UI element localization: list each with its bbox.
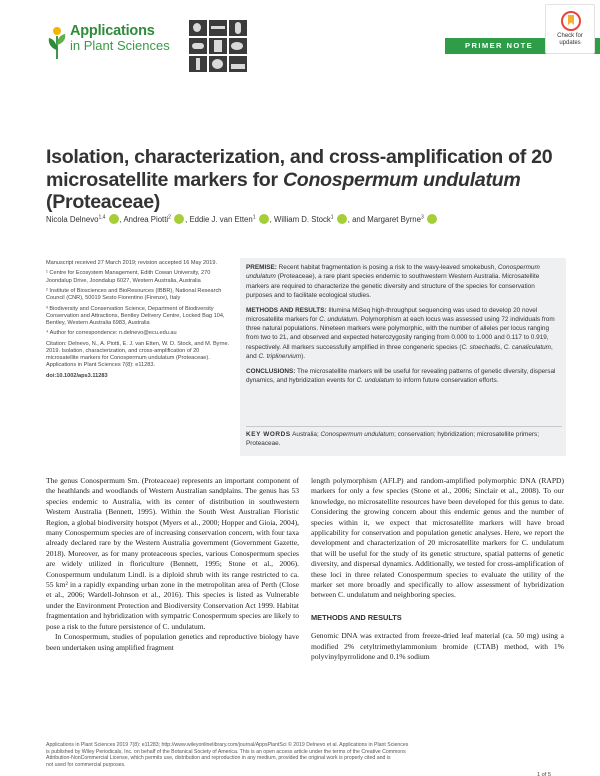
author-name: Andrea Piotti bbox=[123, 215, 169, 224]
abstract-box bbox=[240, 258, 566, 456]
author-name: and Margaret Byrne bbox=[352, 215, 421, 224]
author-affiliation: 1,4 bbox=[98, 214, 106, 221]
journal-name-line1: Applications bbox=[70, 23, 155, 39]
badge-line1: Check for bbox=[557, 33, 583, 39]
manuscript-dates: Manuscript received 27 March 2019; revision accepted 16 May 2019. bbox=[46, 260, 218, 266]
plant-photo bbox=[209, 38, 227, 54]
body-paragraph: In Conospermum, studies of population genetics and reproductive biology have been undertaken using amplified fragment bbox=[46, 632, 299, 652]
affiliation: ¹ Centre for Ecosystem Management, Edith Cowan University, 270 Joondalup Drive, Joondalup 6027, Western Australia, Australia bbox=[46, 270, 211, 284]
author-name: Nicola Delnevo bbox=[46, 215, 99, 224]
title-species: Conospermum undulatum bbox=[282, 168, 521, 191]
footer-line: is published by Wiley Periodicals, Inc. on behalf of the Botanical Society of America. This is an open access article under the terms of the Creative Commons bbox=[46, 748, 406, 755]
author-affiliation: 3 bbox=[420, 214, 424, 221]
article-info bbox=[46, 260, 232, 383]
abstract-premise: PREMISE: Recent habitat fragmentation is posing a risk to the wavy-leaved smokebush, Conospermum undulatum (Proteaceae), a rare plant species endemic to southwestern Western Australia. Microsatellite markers are required to characterize the genetic diversity and structure of the species for conservation purposes and to facilitate ecological studies. bbox=[246, 264, 540, 299]
section-heading: METHODS AND RESULTS bbox=[311, 612, 402, 622]
plant-photo bbox=[189, 20, 207, 36]
plant-photo bbox=[229, 38, 247, 54]
author-affiliation: 2 bbox=[168, 214, 171, 221]
author-name: William D. Stock bbox=[274, 215, 331, 224]
bookmark-icon bbox=[561, 10, 581, 32]
author-name: Eddie J. van Etten bbox=[189, 215, 253, 224]
plant-photo bbox=[209, 56, 227, 72]
body-column-left bbox=[46, 476, 299, 653]
keywords: KEY WORDS Australia; Conospermum undulatum; conservation; hybridization; microsatellite primers; Proteaceae. bbox=[246, 426, 562, 449]
body-paragraph: length polymorphism (AFLP) and random-amplified polymorphic DNA (RAPD) markers for only a few species (Stone et al., 2006; Sinclair et al., 2008). To our knowledge, no microsatellite resources have been developed for this genus to date. Considering the growing concern about this endemic genus and the number of species within it, we expect that microsatellite markers will have broad applicability for conservation and population genetic analyses. Here, we report the development and characterization of 20 microsatellite markers for C. undulatum that will be useful for the study of its genetic structure, spatial patterns of genetic diversity, and dispersal dynamics. Additionally, we tested for cross-amplification of these loci in three related Conospermum species to evaluate the utility of the marker set more broadly and specifically to allow assessment of hybridization between C. undulatum and neighboring species. bbox=[311, 476, 564, 600]
footer-line: Attribution-NonCommercial License, which permits use, distribution and reproduction in any medium, provided the original work is properly cited and is bbox=[46, 755, 391, 762]
author-affiliation: 1 bbox=[330, 214, 334, 221]
orcid-icon[interactable] bbox=[109, 214, 119, 224]
plant-photo bbox=[209, 20, 227, 36]
correspondence: ⁴ Author for correspondence: n.delnevo@ecu.edu.au bbox=[46, 330, 177, 337]
orcid-icon[interactable] bbox=[174, 214, 184, 224]
abstract-methods: METHODS AND RESULTS: Illumina MiSeq high-throughput sequencing was used to develop 20 novel microsatellite markers for C. undulatum. Polymorphism at each locus was assessed using 72 individuals from three natural populations. Nineteen markers were polymorphic, with the number of alleles per locus ranging from two to 21, and observed and expected heterozygosity ranging from 0.000 to 1.000 and 0.117 to 0.919, respectively. All markers successfully amplified in three congeneric species (C. stoechadis, C. canaliculatum, and C. triplinervium). bbox=[246, 306, 555, 361]
plant-photo bbox=[229, 20, 247, 36]
doi-link[interactable]: doi:10.1002/aps3.11283 bbox=[46, 372, 108, 379]
citation: Citation: Delnevo, N., A. Piotti, E. J. van Etten, W. D. Stock, and M. Byrne. 2019. Isolation, characterization, and cross-amplification of 20 microsatellite markers for Conospermum undulatum (Proteaceae). Applications in Plant Sciences 7(8): e11283. bbox=[46, 340, 230, 369]
journal-logo[interactable] bbox=[46, 22, 176, 66]
plant-photo bbox=[189, 56, 207, 72]
body-paragraph: Genomic DNA was extracted from freeze-dried leaf material (ca. 50 mg) using a modified 2% cetyltrimethylammonium bromide (CTAB) method, with 1% polyvinylpyrrolidone and 0.1% sodium bbox=[311, 631, 564, 662]
body-paragraph: The genus Conospermum Sm. (Proteaceae) represents an important component of the heathlands and woodlands of Western Australian sandplains. The genus has 53 species endemic to Australia, with its center of distribution in southwestern Western Australia (Bennett, 1995). Within the South West Australian Floristic Region, a global biodiversity hotspot (Myers et al., 2000; Hopper and Gioia, 2004), many Conospermum species are of increasing conservation concern, with four taxa already declared rare by the Western Australia government (Government Gazette, 2018). Moreover, as for many proteaceous species, various Conospermum species are widely utilized in floriculture (Bennett, 1995; Stone et al., 2006). Conospermum undulatum Lindl. is a diploid shrub with its range restricted to ca. 55 km² in a rapidly expanding urban zone in the metropolitan area of Perth (Close et al., 2006; Wardell-Johnson et al., 2016). This species is listed as Vulnerable under the Environment Protection and Biodiversity Conservation Act 1999. Habitat fragmentation and hybridization with sympatric Conospermum species are likely to pose a risk to the future persistence of C. undulatum. bbox=[46, 476, 299, 631]
plant-photo bbox=[189, 38, 207, 54]
page-number: 1 of 5 bbox=[537, 772, 551, 776]
journal-name-line2: in Plant Sciences bbox=[70, 38, 170, 54]
badge-line2: updates bbox=[559, 39, 581, 46]
plant-photo-grid bbox=[189, 20, 247, 72]
orcid-icon[interactable] bbox=[337, 214, 347, 224]
abstract-conclusions: CONCLUSIONS: The microsatellite markers will be useful for revealing patterns of genetic diversity, dispersal dynamics, and hybridization events for C. undulatum to inform future conservation efforts. bbox=[246, 367, 556, 385]
footer-line: not used for commercial purposes. bbox=[46, 761, 126, 768]
article-title: Isolation, characterization, and cross-amplification of 20 microsatellite markers for Conospermum undulatum (Proteaceae) bbox=[46, 146, 553, 213]
leaf-logo-icon bbox=[46, 26, 68, 60]
footer-line: Applications in Plant Sciences 2019 7(8): e11283; http://www.wileyonlinelibrary.com/journal/AppsPlantSci © 2019 Delnevo et al. Applications in Plant Sciences bbox=[46, 742, 409, 748]
article-type-label: PRIMER NOTE bbox=[465, 41, 534, 50]
affiliation: ² Institute of Biosciences and BioResources (IBBR), National Research Council (CNR), 50019 Sesto Fiorentino (Firenze), Italy bbox=[46, 287, 222, 302]
license-footer bbox=[46, 742, 566, 768]
affiliation: ³ Biodiversity and Conservation Science, Department of Biodiversity Conservation and Attractions, Bentley Delivery Centre, Locked Bag 104, Bentley, Western Australia 6983, Australia bbox=[46, 305, 225, 326]
orcid-icon[interactable] bbox=[427, 214, 437, 224]
plant-photo bbox=[229, 56, 247, 72]
orcid-icon[interactable] bbox=[259, 214, 269, 224]
body-column-right bbox=[311, 476, 564, 663]
author-affiliation: 1 bbox=[252, 214, 256, 221]
check-for-updates-badge[interactable] bbox=[545, 4, 595, 54]
author-list: Nicola Delnevo$^{1,4}$ , Andrea Piotti$^2$ , Eddie J. van Etten$^1$ , William D. Stock$^1$ , and Margaret Byrne$^3$ bbox=[46, 214, 566, 224]
